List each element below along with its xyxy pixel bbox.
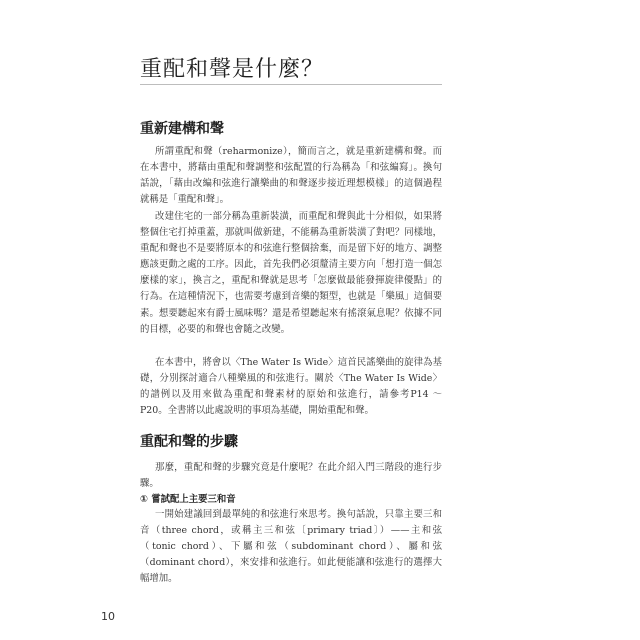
section-heading-rebuild-harmony: 重新建構和聲	[140, 121, 224, 137]
paragraph: 一開始建議回到最單純的和弦進行來思考。換句話說，只靠主要三和音（three chord，或稱主三和弦〔primary triad〕）——主和弦（tonic chord）、下屬和弦（subdominant chord）、屬和弦（dominant chord），來安排和弦進行。如此便能讓和弦進行的選擇大幅增加。	[140, 509, 442, 585]
paragraph: 改建住宅的一部分稱為重新裝潢，而重配和聲與此十分相似，如果將整個住宅打掉重蓋，那就叫做新建，不能稱為重新裝潢了對吧？同樣地，重配和聲也不是要將原本的和弦進行整個捨棄，而是留下好的地方、調整應該更動之處的工序。因此，首先我們必須釐清主要方向「想打造一個怎麼樣的家」，換言之，重配和聲就是思考「怎麼做最能發揮旋律優點」的行為。在這種情況下，也需要考慮到音樂的類型，也就是「樂風」這個要素。想要聽起來有爵士風味嗎？還是希望聽起來有搖滾氣息呢？依據不同的目標，必要的和聲也會隨之改變。	[140, 211, 442, 335]
section-heading-reharmonize-steps: 重配和聲的步驟	[140, 434, 238, 450]
step-heading: ① 嘗試配上主要三和音	[140, 494, 236, 505]
page-title: 重配和聲是什麼？	[140, 57, 325, 82]
paragraph: 在本書中，將會以〈The Water Is Wide〉這首民謠樂曲的旋律為基礎，分別探討適合八種樂風的和弦進行。關於〈The Water Is Wide〉的譜例以及用來做為重配和聲素材的原始和弦進行，請參考P14 ～ P20。全書將以此處說明的事項為基礎，開始重配和聲。	[140, 357, 442, 417]
paragraph: 那麼，重配和聲的步驟究竟是什麼呢？在此介紹入門三階段的進行步驟。	[140, 462, 442, 490]
title-divider	[140, 84, 442, 85]
paragraph: 所謂重配和聲（reharmonize），簡而言之，就是重新建構和聲。而在本書中，將藉由重配和聲調整和弦配置的行為稱為「和弦編寫」。換句話說，「藉由改編和弦進行讓樂曲的和聲逐步接近理想模樣」的這個過程就稱是「重配和聲」。	[140, 146, 442, 206]
page-number: 10	[101, 610, 115, 623]
